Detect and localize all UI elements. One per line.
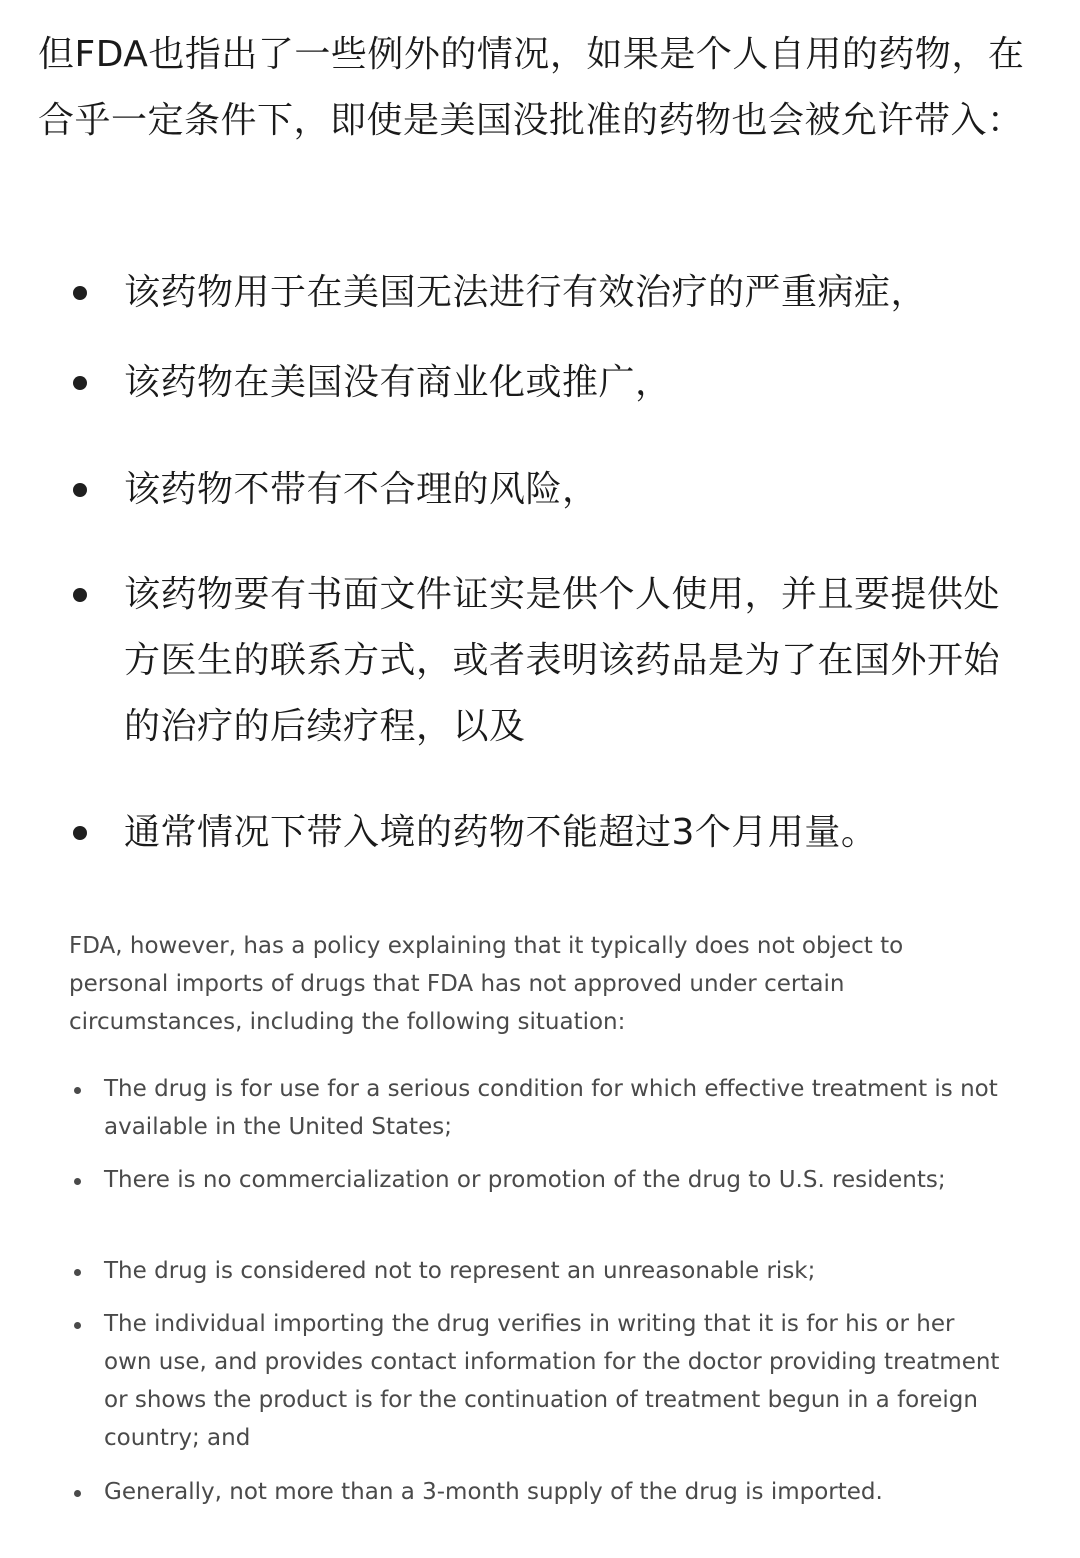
list-item-text: The drug is considered not to represent an unreasonable risk; xyxy=(104,1258,816,1284)
bullet-icon xyxy=(73,483,87,497)
list-item-text: 该药物不带有不合理的风险， xyxy=(124,469,599,510)
bullet-icon xyxy=(74,1087,81,1094)
list-item xyxy=(80,260,1025,326)
bullet-icon xyxy=(74,1490,81,1497)
list-item xyxy=(80,457,1025,523)
chinese-intro-paragraph: 但FDA也指出了一些例外的情况，如果是个人自用的药物，在合乎一定条件下，即使是美国没批准的药物也会被允许带入： xyxy=(38,34,1025,141)
list-item-text: Generally, not more than a 3-month supply of the drug is imported. xyxy=(104,1479,883,1505)
list-item xyxy=(74,1161,1009,1199)
list-item xyxy=(74,1473,1009,1511)
list-item-text: 该药物用于在美国无法进行有效治疗的严重病症， xyxy=(124,272,928,313)
bullet-icon xyxy=(74,1178,81,1185)
list-item-text: There is no commercialization or promotion of the drug to U.S. residents; xyxy=(104,1167,946,1193)
english-source-excerpt xyxy=(62,915,1022,1520)
english-intro-paragraph: FDA, however, has a policy explaining that it typically does not object to personal imports of drugs that FDA has not approved under certain circumstances, including the following situation: xyxy=(69,933,904,1035)
list-item-text: The drug is for use for a serious condition for which effective treatment is not available in the United States; xyxy=(104,1076,998,1140)
list-item xyxy=(80,562,1025,760)
bullet-icon xyxy=(73,826,87,840)
list-item-text: 该药物要有书面文件证实是供个人使用，并且要提供处方医生的联系方式，或者表明该药品是为了在国外开始的治疗的后续疗程，以及 xyxy=(124,574,1001,747)
bullet-icon xyxy=(74,1322,81,1329)
bullet-icon xyxy=(73,588,87,602)
list-item-text: 通常情况下带入境的药物不能超过3个月用量。 xyxy=(124,812,878,853)
list-item xyxy=(74,1305,1009,1457)
list-item xyxy=(74,1070,1009,1146)
list-item xyxy=(80,350,1025,416)
bullet-icon xyxy=(74,1269,81,1276)
list-item-text: The individual importing the drug verifies in writing that it is for his or her own use, and provides contact information for the doctor providing treatment or shows the product is for the continuation of treatment begun in a foreign country; and xyxy=(104,1311,1000,1451)
bullet-icon xyxy=(73,376,87,390)
list-item xyxy=(74,1252,1009,1290)
list-item xyxy=(80,800,1025,866)
list-item-text: 该药物在美国没有商业化或推广， xyxy=(124,362,672,403)
bullet-icon xyxy=(73,286,87,300)
